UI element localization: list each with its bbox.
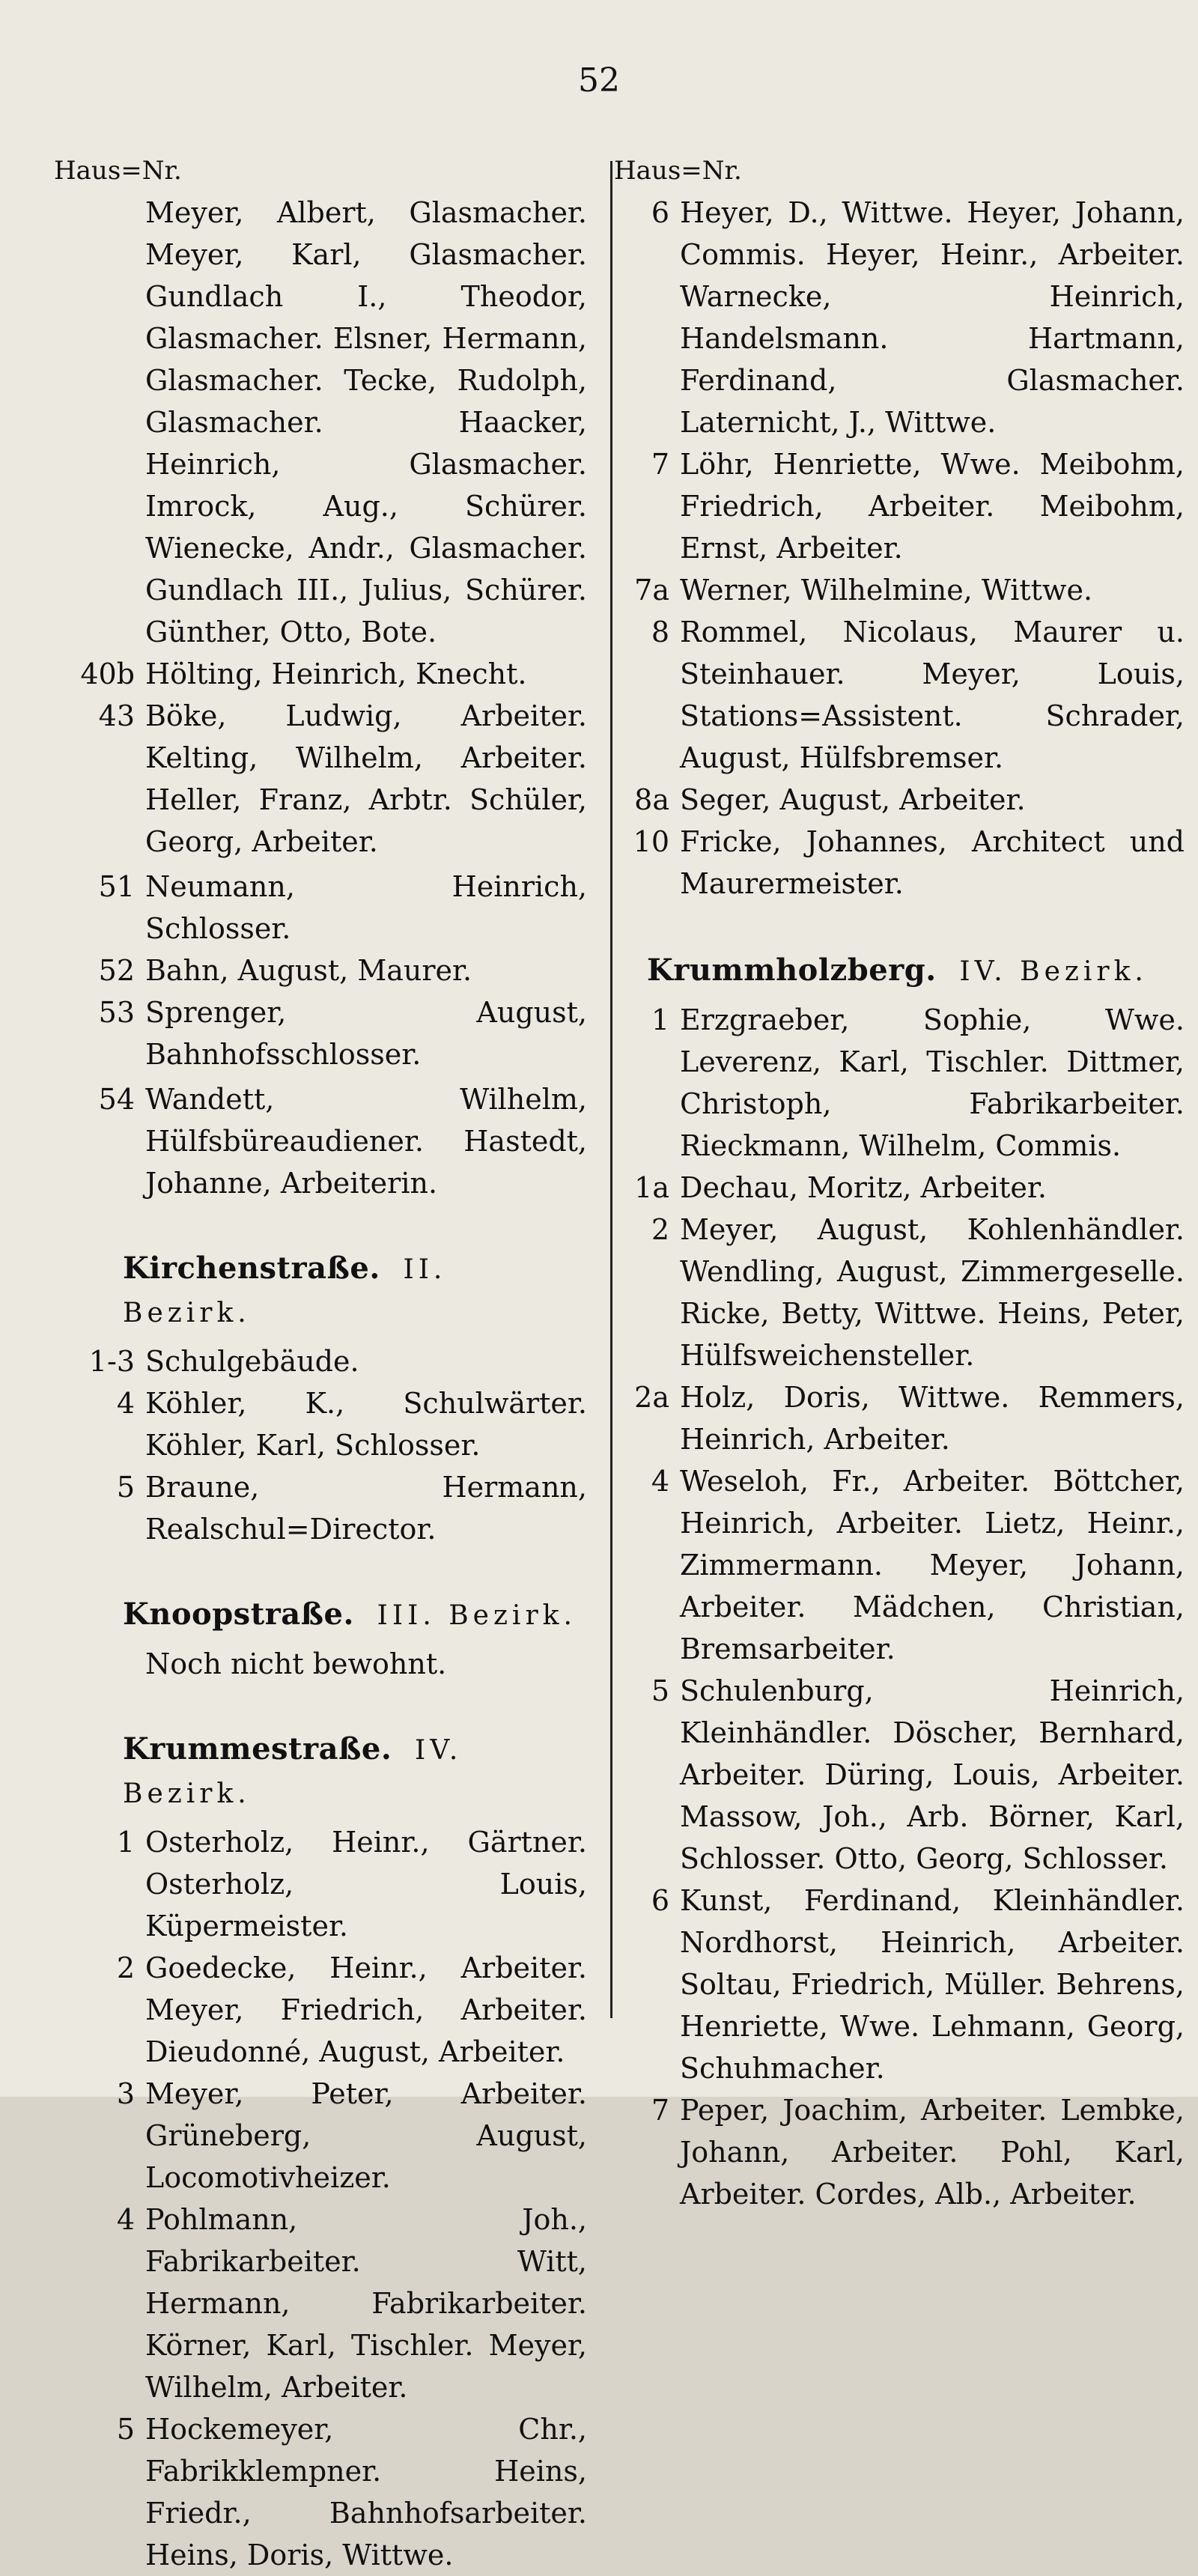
- street-name: Krummholzberg.: [647, 953, 937, 988]
- entry-text: Schulenburg, Heinrich, Kleinhändler. Döscher, Bernhard, Arbeiter. Düring, Louis, Arbeiter. Massow, Joh., Arb. Börner, Karl, Schlosser. Otto, Georg, Schlosser.: [680, 1674, 1185, 1875]
- entry-text: Braune, Hermann, Realschul=Director.: [145, 1471, 587, 1546]
- entry-text: Osterholz, Heinr., Gärtner. Osterholz, Louis, Küpermeister.: [145, 1826, 587, 1942]
- house-number: 7a: [634, 574, 669, 607]
- list-item: [608, 443, 1185, 569]
- house-number: 1-3: [88, 1345, 135, 1378]
- list-item: [608, 569, 1185, 611]
- house-number: 4: [116, 2203, 135, 2236]
- house-number: 5: [651, 1674, 669, 1707]
- house-number: 1: [651, 1003, 669, 1036]
- entry-text: Pohlmann, Joh., Fabrikarbeiter. Witt, Hermann, Fabrikarbeiter. Körner, Karl, Tischler. Meyer, Wilhelm, Arbeiter.: [145, 2203, 587, 2404]
- entry-text: Goedecke, Heinr., Arbeiter. Meyer, Friedrich, Arbeiter. Dieudonné, August, Arbeiter.: [145, 1951, 587, 2068]
- house-number: 7: [651, 2094, 669, 2127]
- entry-text: Meyer, Peter, Arbeiter. Grüneberg, August, Locomotivheizer.: [145, 2077, 587, 2194]
- list-item: [608, 1376, 1185, 1460]
- house-number: 8: [651, 616, 669, 648]
- list-item: [54, 866, 587, 950]
- list-item: [54, 1947, 587, 2073]
- left-column: [54, 156, 587, 2576]
- page-number: 52: [578, 61, 620, 100]
- entry-text: Löhr, Henriette, Wwe. Meibohm, Friedrich, Arbeiter. Meibohm, Ernst, Arbeiter.: [680, 448, 1185, 565]
- list-item: [608, 1880, 1185, 2089]
- house-number: 53: [98, 996, 135, 1029]
- list-item: [54, 1340, 587, 1382]
- list-item: [54, 2408, 587, 2576]
- entry-text: Neumann, Heinrich, Schlosser.: [145, 870, 587, 945]
- house-number: 40b: [80, 657, 135, 690]
- entry-text: Schulgebäude.: [145, 1345, 359, 1378]
- house-number: 5: [116, 2413, 135, 2446]
- entry-text: Köhler, K., Schulwärter. Köhler, Karl, Schlosser.: [145, 1387, 587, 1462]
- street-note: Noch nicht bewohnt.: [145, 1647, 447, 1680]
- entry-text: Hölting, Heinrich, Knecht.: [145, 657, 527, 690]
- entry-text: Rommel, Nicolaus, Maurer u. Steinhauer. Meyer, Louis, Stations=Assistent. Schrader, August, Hülfsbremser.: [680, 616, 1185, 774]
- house-number: 51: [98, 870, 135, 903]
- list-item: [54, 192, 587, 653]
- house-number: 5: [116, 1471, 135, 1504]
- list-item: [54, 2073, 587, 2199]
- list-item: [54, 1821, 587, 1947]
- district-label: IV. Bezirk.: [123, 1735, 463, 1809]
- entry-text: Fricke, Johannes, Architect und Maurermeister.: [680, 825, 1185, 900]
- entry-text: Weseloh, Fr., Arbeiter. Böttcher, Heinrich, Arbeiter. Lietz, Heinr., Zimmermann. Meyer, Johann, Arbeiter. Mädchen, Christian, Bremsarbeiter.: [680, 1465, 1185, 1665]
- list-item: [54, 1466, 587, 1550]
- list-item: [54, 1078, 587, 1204]
- district-label: IV. Bezirk.: [959, 956, 1148, 987]
- entry-text: Heyer, D., Wittwe. Heyer, Johann, Commis. Heyer, Heinr., Arbeiter. Warnecke, Heinrich, Handelsmann. Hartmann, Ferdinand, Glasmacher. Laternicht, J., Wittwe.: [680, 196, 1185, 439]
- house-number: 2a: [634, 1381, 669, 1414]
- right-column: [608, 156, 1185, 2215]
- entry-text: Seger, August, Arbeiter.: [680, 783, 1026, 816]
- list-item: [54, 653, 587, 695]
- house-number: 6: [651, 1884, 669, 1917]
- list-item: [54, 695, 587, 863]
- list-item: [608, 611, 1185, 779]
- entry-text: Holz, Doris, Wittwe. Remmers, Heinrich, Arbeiter.: [680, 1381, 1185, 1456]
- entry-text: Kunst, Ferdinand, Kleinhändler. Nordhorst, Heinrich, Arbeiter. Soltau, Friedrich, Müller. Behrens, Henriette, Wwe. Lehmann, Georg, Schuhmacher.: [680, 1884, 1185, 2085]
- house-number: 2: [116, 1951, 135, 1984]
- entry-text: Erzgraeber, Sophie, Wwe. Leverenz, Karl, Tischler. Dittmer, Christoph, Fabrikarbeiter. Rieckmann, Wilhelm, Commis.: [680, 1003, 1185, 1162]
- entry-text: Meyer, Albert, Glasmacher. Meyer, Karl, Glasmacher. Gundlach I., Theodor, Glasmacher. Elsner, Hermann, Glasmacher. Tecke, Rudolph, Glasmacher. Haacker, Heinrich, Glasmacher. Imrock, Aug., Schürer. Wienecke, Andr., Glasmacher. Gundlach III., Julius, Schürer. Günther, Otto, Bote.: [145, 196, 587, 648]
- list-item: [608, 1167, 1185, 1209]
- street-heading: [647, 950, 1185, 993]
- house-number: 52: [98, 954, 135, 987]
- house-number: 6: [651, 196, 669, 229]
- street-heading: [123, 1728, 587, 1815]
- list-item: [608, 821, 1185, 905]
- street-name: Krummestraße.: [123, 1731, 392, 1767]
- list-item: [608, 1460, 1185, 1670]
- house-number: 2: [651, 1213, 669, 1246]
- haus-nr-label: Haus=Nr.: [54, 156, 182, 186]
- haus-nr-label: Haus=Nr.: [614, 156, 742, 186]
- list-item: [608, 192, 1185, 443]
- list-item: [608, 2089, 1185, 2215]
- house-number: 4: [116, 1387, 135, 1420]
- house-number: 1: [116, 1826, 135, 1859]
- entry-text: Meyer, August, Kohlenhändler. Wendling, August, Zimmergeselle. Ricke, Betty, Wittwe. Heins, Peter, Hülfsweichensteller.: [680, 1213, 1185, 1372]
- district-label: III. Bezirk.: [377, 1600, 577, 1631]
- entry-text: Werner, Wilhelmine, Wittwe.: [680, 574, 1093, 607]
- entry-text: Dechau, Moritz, Arbeiter.: [680, 1171, 1047, 1204]
- list-item: [608, 999, 1185, 1167]
- house-number: 3: [116, 2077, 135, 2110]
- entry-text: Böke, Ludwig, Arbeiter. Kelting, Wilhelm, Arbeiter. Heller, Franz, Arbtr. Schüler, Georg, Arbeiter.: [145, 699, 587, 858]
- house-number: 7: [651, 448, 669, 481]
- street-heading: [123, 1248, 587, 1334]
- district-label: II. Bezirk.: [123, 1254, 447, 1328]
- entry-text: Bahn, August, Maurer.: [145, 954, 472, 987]
- house-number: 8a: [634, 783, 669, 816]
- list-item: [54, 950, 587, 991]
- entry-text: Hockemeyer, Chr., Fabrikklempner. Heins, Friedr., Bahnhofsarbeiter. Heins, Doris, Wittwe.: [145, 2413, 587, 2572]
- street-name: Kirchenstraße.: [123, 1251, 380, 1286]
- list-item: [608, 1209, 1185, 1376]
- list-item: [54, 1382, 587, 1466]
- street-name: Knoopstraße.: [123, 1597, 354, 1632]
- list-item: [608, 779, 1185, 821]
- list-item: [608, 1670, 1185, 1880]
- list-item: [54, 2199, 587, 2408]
- house-number: 54: [98, 1083, 135, 1116]
- house-number: 10: [633, 825, 669, 858]
- entry-text: Wandett, Wilhelm, Hülfsbüreaudiener. Hastedt, Johanne, Arbeiterin.: [145, 1083, 587, 1200]
- house-number: 4: [651, 1465, 669, 1498]
- street-heading: [123, 1594, 587, 1637]
- entry-text: Peper, Joachim, Arbeiter. Lembke, Johann, Arbeiter. Pohl, Karl, Arbeiter. Cordes, Alb., Arbeiter.: [680, 2094, 1185, 2211]
- list-item: [54, 991, 587, 1075]
- house-number: 43: [98, 699, 135, 732]
- entry-text: Sprenger, August, Bahnhofsschlosser.: [145, 996, 587, 1071]
- house-number: 1a: [634, 1171, 669, 1204]
